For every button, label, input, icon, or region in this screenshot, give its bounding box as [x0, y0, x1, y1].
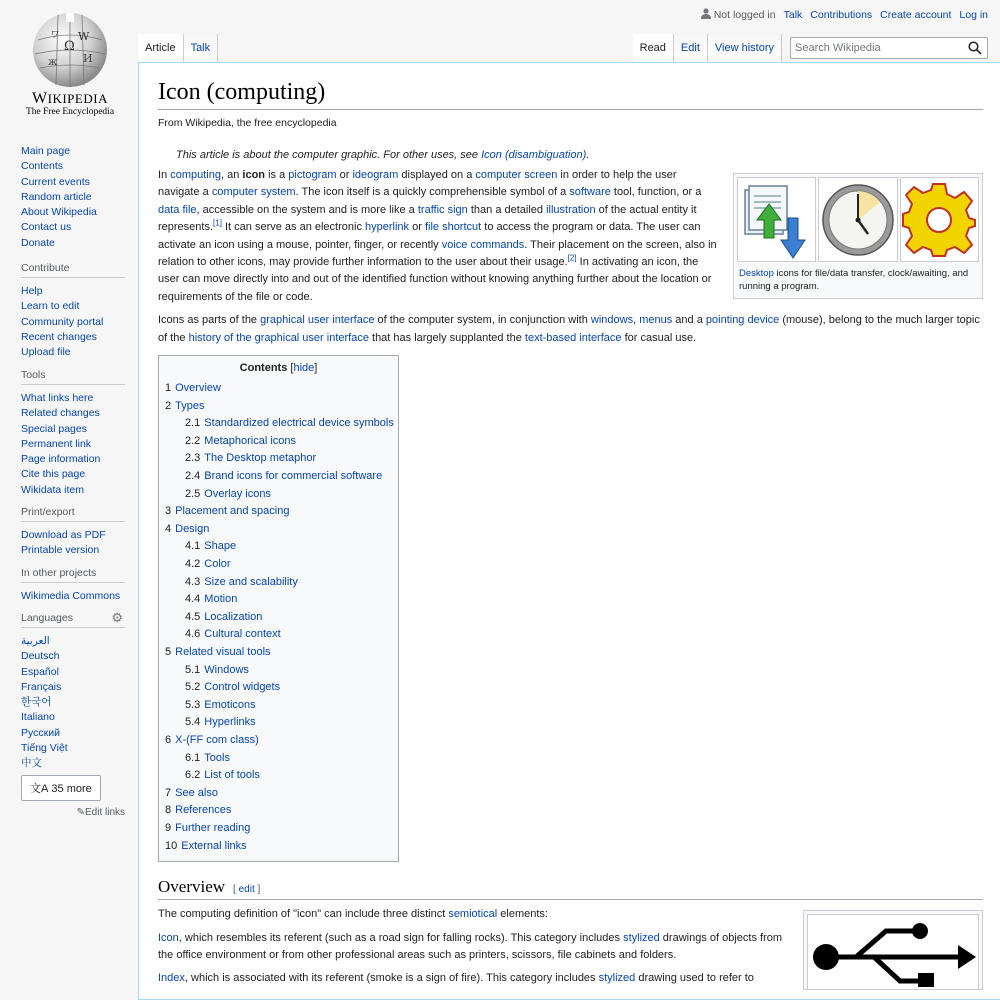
sidebar-print: [21, 506, 125, 559]
wordmark: WIKIPEDIA: [32, 90, 108, 107]
svg-text:Ω: Ω: [64, 39, 75, 54]
toc-item[interactable]: [165, 380, 392, 398]
link-pointing-device[interactable]: pointing device: [705, 314, 780, 327]
search-input[interactable]: [791, 38, 961, 58]
toc-link[interactable]: Further reading: [175, 821, 251, 834]
search-icon[interactable]: [968, 41, 982, 55]
link-stylized[interactable]: stylized: [598, 972, 636, 985]
link-illustration[interactable]: illustration: [546, 203, 596, 216]
toc-link[interactable]: See also: [175, 786, 218, 799]
table-of-contents: [158, 355, 399, 862]
toc-link[interactable]: Motion: [204, 593, 238, 606]
bracket: ]: [254, 884, 261, 896]
toc-number: 2.2: [185, 434, 201, 447]
hatnote-link[interactable]: Icon (disambiguation): [481, 149, 587, 161]
toc-number: 1: [165, 382, 172, 395]
sidebar-item: [21, 406, 125, 421]
sidebar-item: [21, 452, 125, 467]
sidebar-link[interactable]: Recent changes: [21, 330, 97, 343]
toc-item[interactable]: [165, 415, 392, 433]
namespace-tabs: [138, 34, 218, 62]
toc-item[interactable]: [165, 398, 392, 416]
toc-link[interactable]: Overlay icons: [204, 487, 271, 500]
sidebar-item: [21, 391, 125, 406]
view-tabs: [633, 34, 988, 62]
svg-text:И: И: [83, 52, 93, 65]
toc-link[interactable]: Tools: [204, 751, 230, 764]
toc-number: 8: [165, 804, 172, 817]
sidebar-link[interactable]: Main page: [21, 145, 71, 157]
thumbnail-usb: [803, 910, 983, 990]
sidebar-link[interactable]: Français: [21, 680, 62, 693]
toc-number: 5.4: [185, 716, 201, 729]
link-gui[interactable]: graphical user interface: [260, 314, 375, 327]
toc-heading: Contents: [239, 362, 288, 375]
text: is a: [265, 169, 289, 181]
toc-link[interactable]: List of tools: [204, 769, 260, 782]
sidebar-link[interactable]: Cite this page: [21, 468, 86, 481]
toc-number: 4.6: [185, 628, 201, 641]
sidebar-item: [21, 205, 125, 220]
toc-number: 9: [165, 821, 172, 834]
sidebar-link[interactable]: Download as PDF: [21, 529, 106, 541]
edit-section-link[interactable]: edit: [238, 884, 255, 896]
sidebar-item: [21, 680, 125, 695]
toc-item[interactable]: [165, 820, 392, 838]
sidebar-link[interactable]: Related changes: [21, 407, 100, 420]
svg-text:ж: ж: [48, 57, 58, 68]
sidebar-link[interactable]: Random article: [21, 190, 92, 203]
tools-list: [21, 391, 125, 498]
link-menus[interactable]: menus: [639, 314, 673, 327]
toc-item[interactable]: [165, 556, 392, 574]
sidebar-link[interactable]: Deutsch: [21, 650, 60, 663]
toc-link[interactable]: Cultural context: [204, 628, 281, 641]
tab-talk[interactable]: Talk: [184, 34, 219, 62]
personal-tools: [701, 8, 988, 21]
toc-hide-toggle: [290, 362, 317, 374]
sidebar-link[interactable]: Printable version: [21, 544, 100, 557]
text: (mouse), belong to the much larger topic of the: [158, 314, 980, 344]
text: to access the program or data. The user can activate an icon using a mouse, pointer, finger, or recently: [158, 221, 701, 251]
sidebar-item: [21, 437, 125, 452]
toc-item[interactable]: [165, 538, 392, 556]
toc-link[interactable]: Brand icons for commercial software: [204, 470, 383, 483]
sidebar-item: [21, 315, 125, 330]
toc-link[interactable]: Standardized electrical device symbols: [204, 417, 394, 430]
sidebar-link[interactable]: What links here: [21, 392, 94, 404]
sidebar-contribute: [21, 262, 125, 360]
sidebar-tools: [21, 369, 125, 498]
link-pictogram[interactable]: pictogram: [288, 169, 337, 181]
tab-view-history[interactable]: View history: [708, 34, 782, 62]
toc-item[interactable]: [165, 521, 392, 539]
contribute-heading: Contribute: [21, 262, 125, 278]
toc-item[interactable]: [165, 714, 392, 732]
wikipedia-globe-icon: [28, 10, 112, 88]
tagline: The Free Encyclopedia: [25, 107, 115, 117]
toc-link[interactable]: Localization: [204, 610, 263, 623]
link-software[interactable]: software: [569, 186, 611, 199]
sidebar-item: [21, 330, 125, 345]
toc-item[interactable]: [165, 626, 392, 644]
toc-number: 5.3: [185, 698, 201, 711]
log-in-link[interactable]: Log in: [959, 8, 988, 21]
sidebar-item: [21, 483, 125, 498]
sidebar-link[interactable]: Current events: [21, 175, 90, 188]
link-semiotical[interactable]: semiotical: [448, 908, 498, 921]
sidebar-projects: [21, 567, 125, 604]
sidebar-item: [21, 589, 125, 604]
gear-icon[interactable]: ⚙: [111, 610, 123, 625]
translate-icon: 文A: [30, 782, 49, 795]
text: displayed on a: [398, 169, 476, 181]
sidebar-link[interactable]: Permanent link: [21, 437, 92, 450]
sidebar-item: [21, 543, 125, 558]
toc-link[interactable]: Control widgets: [204, 681, 281, 694]
toc-number: 4.1: [185, 540, 201, 553]
text: drawings of objects from the office environment or from other professional areas such as printers, scissors, file cabinets and folders.: [158, 931, 783, 961]
toc-item[interactable]: [165, 767, 392, 785]
toc-number: 10: [165, 839, 178, 852]
toc-number: 5: [165, 645, 172, 658]
text: in order to help the user navigate a: [158, 169, 677, 199]
section-heading-overview: [158, 877, 983, 900]
link-text-based-interface[interactable]: text-based interface: [524, 331, 622, 344]
projects-list: [21, 589, 125, 604]
toc-number: 6.2: [185, 769, 201, 782]
toc-link[interactable]: Design: [175, 522, 210, 535]
text: , accessible on the system and is more like a: [196, 203, 418, 216]
svg-text:W: W: [78, 30, 90, 43]
projects-heading: In other projects: [21, 567, 125, 583]
sidebar: [0, 0, 138, 1000]
section-title: Overview: [158, 877, 226, 897]
toc-link[interactable]: Emoticons: [204, 698, 256, 711]
contributions-link[interactable]: Contributions: [810, 8, 873, 21]
languages-list: [21, 634, 125, 772]
sidebar-item: [21, 159, 125, 174]
link-computer-system[interactable]: computer system: [211, 186, 296, 199]
text: and a: [672, 314, 706, 327]
toc-item[interactable]: [165, 450, 392, 468]
toc-number: 4.5: [185, 610, 201, 623]
sidebar-link[interactable]: Donate: [21, 236, 55, 249]
sidebar-item: [21, 756, 125, 771]
sidebar-item: [21, 284, 125, 299]
text: for casual use.: [621, 331, 697, 344]
link-data-file[interactable]: data file: [158, 203, 197, 216]
toc-number: 2.5: [185, 487, 201, 500]
sidebar-item: [21, 649, 125, 664]
toc-title: [165, 362, 392, 374]
toc-item[interactable]: [165, 785, 392, 803]
sidebar-item: [21, 528, 125, 543]
toc-item[interactable]: [165, 609, 392, 627]
sidebar-item: [21, 741, 125, 756]
toc-item[interactable]: [165, 503, 392, 521]
link-index[interactable]: Index: [158, 972, 185, 985]
toc-item[interactable]: [165, 644, 392, 662]
text: It can serve as an electronic: [221, 221, 366, 234]
bracket: [: [233, 884, 239, 896]
sidebar-link[interactable]: Contact us: [21, 221, 72, 234]
clock-icon[interactable]: [818, 177, 897, 262]
sidebar-item: [21, 634, 125, 649]
toc-item[interactable]: [165, 838, 392, 856]
talk-link[interactable]: Talk: [783, 8, 803, 21]
sidebar-item: [21, 299, 125, 314]
toc-link[interactable]: Color: [204, 558, 231, 570]
tools-heading: Tools: [21, 369, 125, 385]
tab-article[interactable]: Article: [138, 34, 184, 62]
text: Icons as parts of the: [158, 314, 261, 327]
toc-link[interactable]: Overview: [175, 382, 221, 395]
text: , an: [221, 169, 243, 181]
sidebar-link[interactable]: Help: [21, 285, 43, 297]
bracket: ]: [314, 362, 318, 375]
lead-paragraph-2: [158, 312, 983, 347]
sidebar-link[interactable]: About Wikipedia: [21, 206, 97, 219]
usb-icon[interactable]: [807, 914, 979, 990]
sidebar-link[interactable]: Upload file: [21, 346, 71, 359]
caption-desktop-link[interactable]: Desktop: [739, 268, 774, 279]
text: , which resembles its referent (such as a road sign for falling rocks). This category includes: [178, 931, 624, 944]
toc-number: 5.2: [185, 681, 201, 694]
sidebar-link[interactable]: Special pages: [21, 422, 87, 435]
text: The computing definition of "icon" can include three distinct: [158, 908, 449, 921]
link-windows[interactable]: windows: [590, 314, 634, 327]
sidebar-link[interactable]: Italiano: [21, 711, 55, 724]
sidebar-item: [21, 665, 125, 680]
create-account-link[interactable]: Create account: [880, 8, 952, 21]
sidebar-link[interactable]: Learn to edit: [21, 300, 80, 313]
edit-links-link[interactable]: [21, 807, 125, 818]
thumbnail-desktop-icons: [733, 173, 983, 299]
reference-2[interactable]: [2]: [567, 253, 577, 263]
sidebar-link[interactable]: Community portal: [21, 315, 104, 328]
text: or: [336, 169, 353, 181]
toc-item[interactable]: [165, 750, 392, 768]
toc-number: 6: [165, 733, 172, 746]
toc-number: 5.1: [185, 663, 201, 676]
toc-number: 2: [165, 399, 172, 412]
text: In: [158, 169, 171, 181]
text: . Their placement on the screen, also in relation to other icons, may provide further information to the user about their usage.: [158, 238, 717, 269]
sidebar-languages: [21, 612, 125, 818]
sidebar-item: [21, 710, 125, 725]
toc-number: 4.2: [185, 558, 201, 570]
sidebar-link[interactable]: Contents: [21, 160, 64, 173]
link-computer-screen[interactable]: computer screen: [475, 169, 558, 181]
text: than a detailed: [467, 203, 547, 216]
link-icon[interactable]: Icon: [158, 931, 179, 944]
user-icon: [701, 8, 711, 19]
toc-link[interactable]: Windows: [204, 663, 249, 676]
hatnote: [158, 149, 983, 161]
bracket: [: [290, 362, 294, 375]
toc-link[interactable]: Size and scalability: [204, 575, 298, 588]
file-transfer-icon[interactable]: [737, 177, 816, 262]
hatnote-text: This article is about the computer graphic. For other uses, see: [176, 149, 482, 161]
wikipedia-logo[interactable]: [20, 10, 120, 122]
sidebar-link[interactable]: Wikidata item: [21, 483, 85, 496]
more-languages-button[interactable]: [21, 775, 101, 801]
link-computing[interactable]: computing: [170, 169, 221, 181]
sidebar-item: [21, 467, 125, 482]
toc-number: 2.4: [185, 470, 201, 483]
link-hyperlink[interactable]: hyperlink: [365, 221, 410, 234]
sidebar-link[interactable]: العربية: [21, 635, 50, 647]
sidebar-item: [21, 236, 125, 251]
more-languages-label: 35 more: [51, 782, 92, 795]
text: In activating an icon, the user can move directly into and out of the identified function without knowing anything further about the location or requirements of the file or code.: [158, 256, 712, 303]
print-heading: Print/export: [21, 506, 125, 522]
toc-number: 4.4: [185, 593, 201, 606]
not-logged-in-text: Not logged in: [713, 9, 776, 21]
toc-item[interactable]: [165, 486, 392, 504]
sidebar-navigation: [21, 144, 125, 251]
text: elements:: [497, 908, 548, 921]
sidebar-item: [21, 422, 125, 437]
toc-item[interactable]: [165, 802, 392, 820]
sidebar-item: [21, 190, 125, 205]
text: , which is associated with its referent (smoke is a sign of fire). This category includes: [184, 972, 599, 985]
languages-heading: [21, 612, 125, 628]
text: of the actual entity it represents.: [158, 203, 697, 234]
page-title: Icon (computing): [158, 79, 983, 110]
toc-number: 3: [165, 505, 172, 518]
toc-item[interactable]: [165, 662, 392, 680]
sidebar-link[interactable]: Русский: [21, 726, 60, 739]
sidebar-link[interactable]: 中文: [21, 757, 42, 770]
sidebar-link[interactable]: Español: [21, 665, 59, 678]
sidebar-item: [21, 175, 125, 190]
tab-read[interactable]: Read: [633, 34, 674, 62]
text: or: [409, 221, 425, 234]
reference-1[interactable]: [1]: [213, 218, 222, 228]
toc-item[interactable]: [165, 574, 392, 592]
content-area: [138, 62, 1000, 1000]
sidebar-item: [21, 220, 125, 235]
sidebar-item: [21, 345, 125, 360]
text: tool, function, or a: [610, 186, 702, 199]
hatnote-end: .: [586, 149, 590, 161]
text: of the computer system, in conjunction with: [374, 314, 591, 327]
toc-item[interactable]: [165, 679, 392, 697]
pencil-icon: ✎: [76, 806, 85, 818]
text: drawing used to refer to: [635, 972, 754, 985]
toc-link[interactable]: The Desktop metaphor: [204, 452, 317, 465]
toc-link[interactable]: Metaphorical icons: [204, 434, 297, 447]
sidebar-item: [21, 695, 125, 710]
thumbnail-images: [737, 177, 979, 262]
toc-hide-link[interactable]: hide: [293, 362, 315, 375]
toc-number: 4.3: [185, 575, 201, 588]
edit-links-label: Edit links: [84, 806, 125, 818]
sidebar-link[interactable]: Page information: [21, 453, 101, 466]
svg-text:ワ: ワ: [50, 30, 60, 41]
toc-number: 2.1: [185, 417, 201, 430]
content-inner: [158, 63, 983, 990]
link-ideogram[interactable]: ideogram: [352, 169, 399, 181]
edit-section: [233, 884, 260, 895]
link-file-shortcut[interactable]: file shortcut: [424, 221, 482, 234]
caption-text: icons for file/data transfer, clock/awaiting, and running a program.: [739, 268, 969, 292]
sidebar-link[interactable]: Tiếng Việt: [21, 742, 68, 755]
toc-link[interactable]: References: [175, 804, 232, 817]
link-traffic-sign[interactable]: traffic sign: [417, 203, 468, 216]
site-subtitle: From Wikipedia, the free encyclopedia: [158, 117, 337, 129]
toc-number: 2.3: [185, 452, 201, 465]
toc-link[interactable]: External links: [181, 839, 247, 852]
nav-list: [21, 144, 125, 251]
sidebar-item: [21, 726, 125, 741]
languages-heading-label: Languages: [21, 612, 73, 624]
lead-section: [158, 167, 983, 347]
toc-link[interactable]: Related visual tools: [175, 645, 271, 658]
search-box: [790, 37, 988, 59]
link-voice-commands[interactable]: voice commands: [441, 238, 525, 251]
toc-item[interactable]: [165, 468, 392, 486]
link-gui-history[interactable]: history of the graphical user interface: [188, 331, 369, 344]
running-program-gear-icon[interactable]: [900, 177, 979, 262]
toc-number: 7: [165, 786, 172, 799]
toc-number: 6.1: [185, 751, 201, 764]
sidebar-link[interactable]: 한국어: [21, 696, 52, 709]
toc-link[interactable]: Shape: [204, 540, 237, 553]
toc-item[interactable]: [165, 591, 392, 609]
sidebar-item: [21, 144, 125, 159]
text: . The icon itself is a quickly comprehensible symbol of a: [295, 186, 570, 199]
user-status: [701, 8, 776, 21]
toc-link[interactable]: X-(FF com class): [175, 733, 259, 746]
bold-term: icon: [242, 169, 266, 181]
toc-link[interactable]: Types: [175, 399, 205, 412]
text: ,: [633, 314, 640, 327]
toc-item[interactable]: [165, 732, 392, 750]
thumbnail-caption: [737, 262, 979, 295]
print-list: [21, 528, 125, 559]
link-stylized[interactable]: stylized: [623, 931, 660, 944]
text: that has largely supplanted the: [368, 331, 525, 344]
toc-list: [165, 380, 392, 855]
toc-link[interactable]: Hyperlinks: [204, 716, 256, 729]
contribute-list: [21, 284, 125, 360]
toc-item[interactable]: [165, 433, 392, 451]
toc-number: 4: [165, 522, 172, 535]
tab-edit[interactable]: Edit: [674, 34, 708, 62]
sidebar-link[interactable]: Wikimedia Commons: [21, 590, 121, 602]
toc-link[interactable]: Placement and spacing: [175, 505, 290, 518]
toc-item[interactable]: [165, 697, 392, 715]
